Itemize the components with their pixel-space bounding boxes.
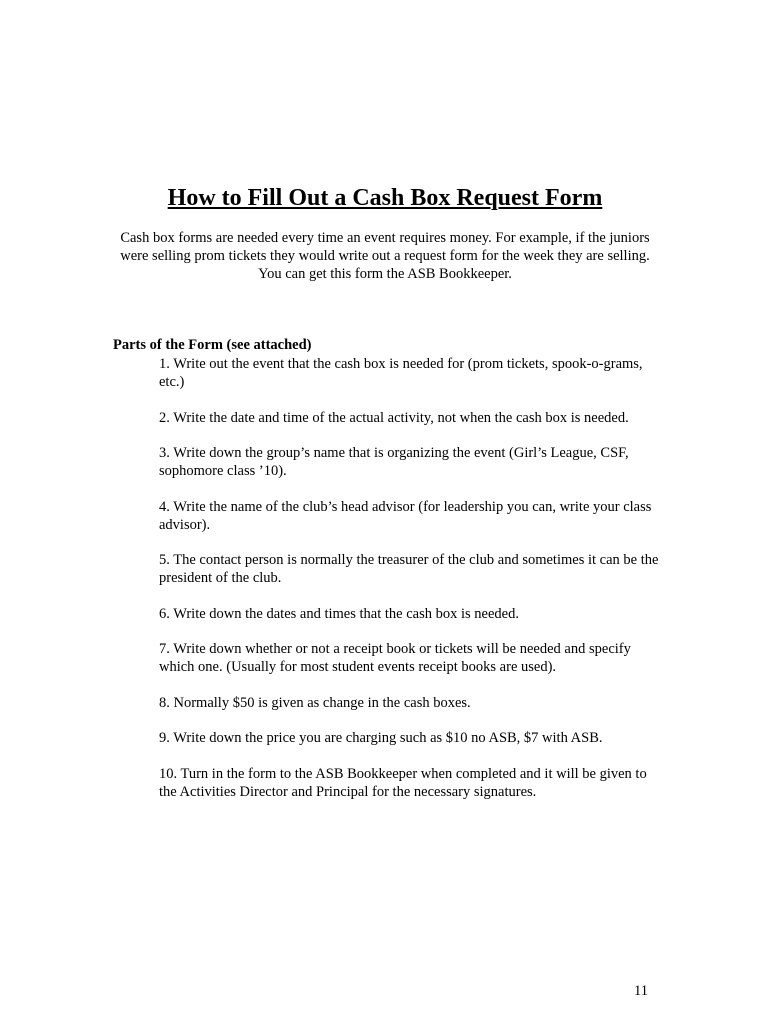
section-heading: Parts of the Form (see attached) [113,337,312,353]
page-title: How to Fill Out a Cash Box Request Form [167,185,603,211]
list-item: 1. Write out the event that the cash box is needed for (prom tickets, spook-o-grams, etc.) [159,356,643,390]
page-number: 11 [634,983,648,999]
list-item: 8. Normally $50 is given as change in the cash boxes. [159,694,471,711]
list-item: 4. Write the name of the club’s head advisor (for leadership you can, write your class advisor). [159,498,652,533]
list-item: 6. Write down the dates and times that the cash box is needed. [159,605,519,622]
list-item: 7. Write down whether or not a receipt book or tickets will be needed and specify which one. (Usually for most student events receipt books are used). [159,641,631,675]
list-item: 10. Turn in the form to the ASB Bookkeeper when completed and it will be given to the Activities Director and Principal for the necessary signatures. [159,765,647,800]
list-item: 2. Write the date and time of the actual activity, not when the cash box is needed. [159,409,629,426]
steps-list [159,355,664,818]
list-item: 3. Write down the group’s name that is organizing the event (Girl’s League, CSF, sophomore class ’10). [159,445,629,479]
list-item: 9. Write down the price you are charging such as $10 no ASB, $7 with ASB. [159,730,603,746]
intro-paragraph: Cash box forms are needed every time an event requires money. For example, if the juniors were selling prom tickets they would write out a request form for the week they are selling. You can get this form the ASB Bookkeeper. [120,230,650,282]
list-item: 5. The contact person is normally the treasurer of the club and sometimes it can be the president of the club. [159,552,659,586]
